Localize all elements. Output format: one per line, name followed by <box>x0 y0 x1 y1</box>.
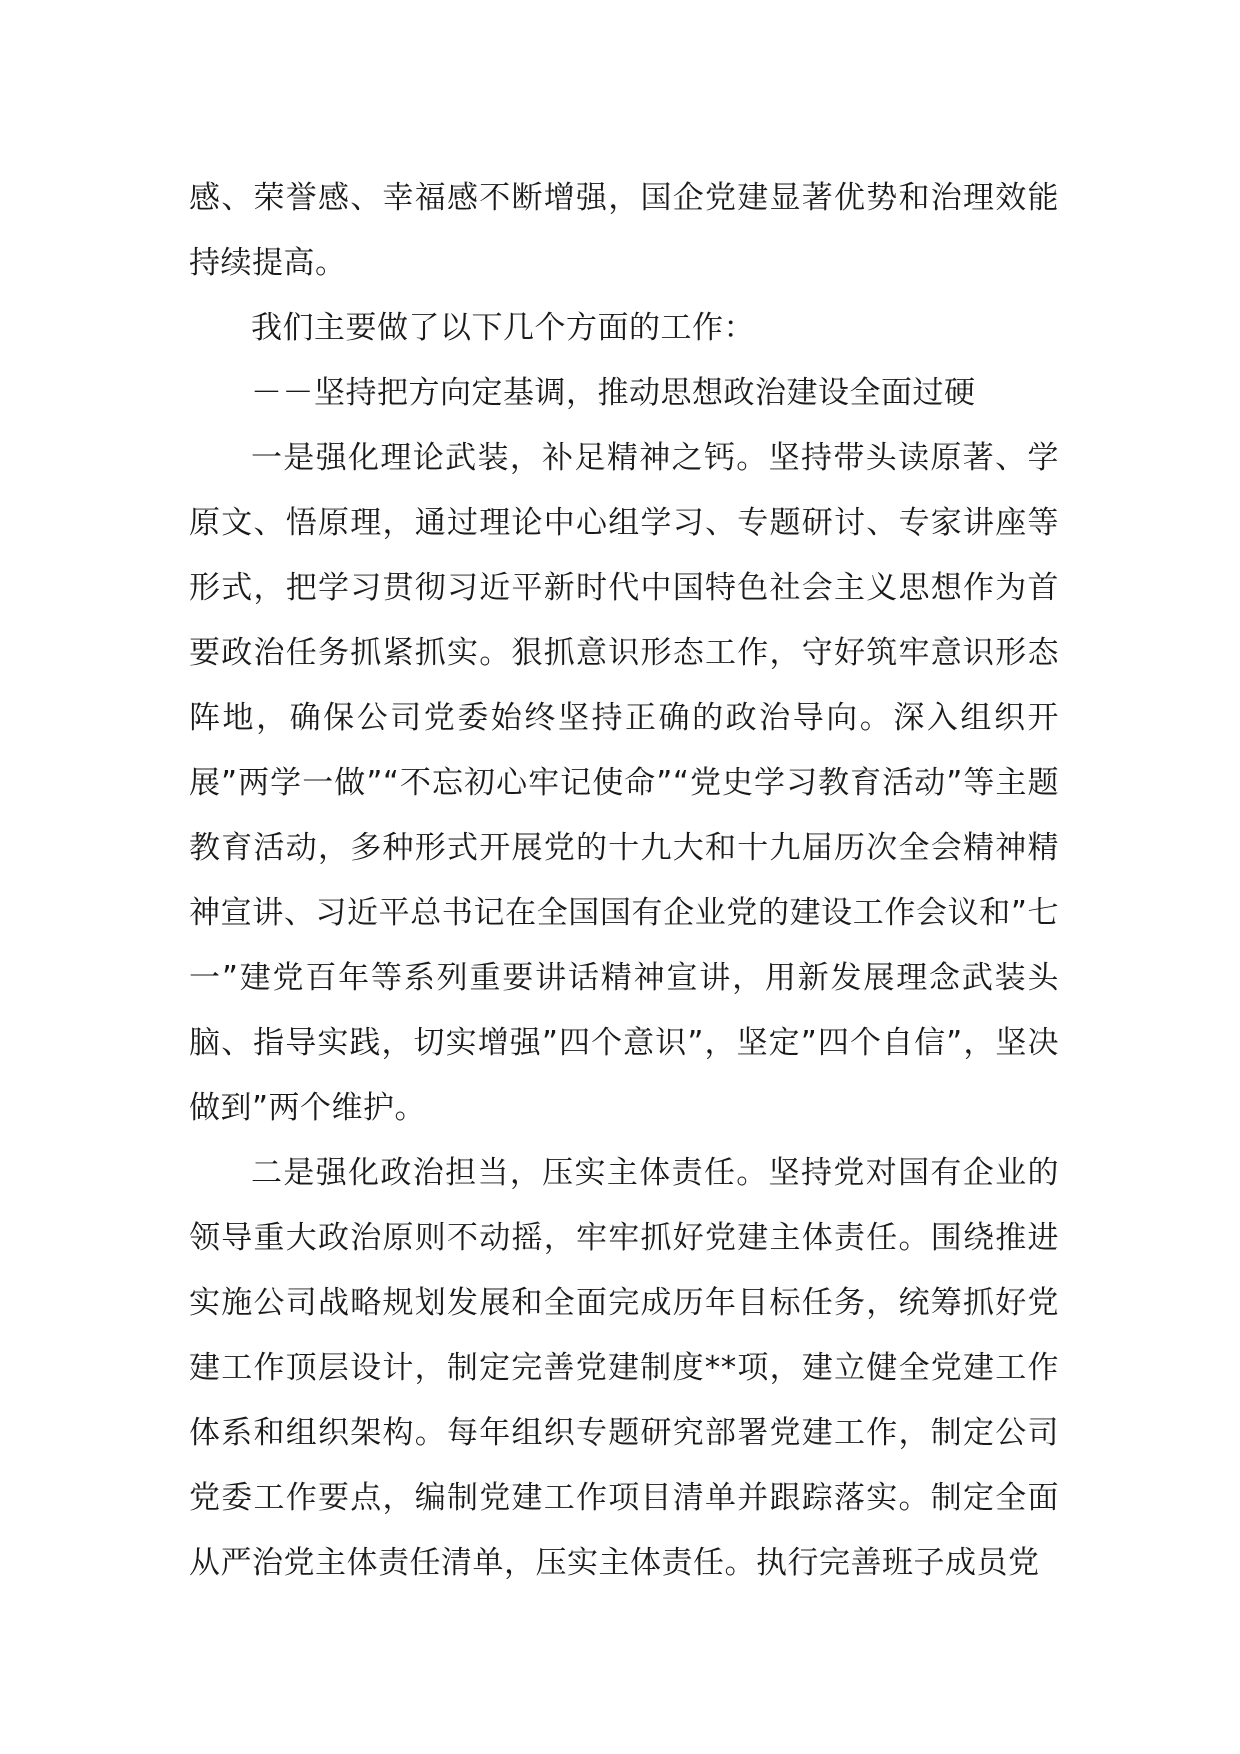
paragraph-item-two: 二是强化政治担当，压实主体责任。坚持党对国有企业的领导重大政治原则不动摇，牢牢抓好党建主体责任。围绕推进实施公司战略规划发展和全面完成历年目标任务，统筹抓好党建工作顶层设计，制定完善党建制度**项，建立健全党建工作体系和组织架构。每年组织专题研究部署党建工作，制定公司党委工作要点，编制党建工作项目清单并跟踪落实。制定全面从严治党主体责任清单，压实主体责任。执行完善班子成员党 <box>189 1155 1059 1581</box>
section-heading: －－坚持把方向定基调，推动思想政治建设全面过硬 <box>251 375 976 411</box>
paragraph-continuation: 感、荣誉感、幸福感不断增强，国企党建显著优势和治理效能持续提高。 <box>189 180 1059 281</box>
document-body <box>189 166 1059 1596</box>
paragraph-item-one: 一是强化理论武装，补足精神之钙。坚持带头读原著、学原文、悟原理，通过理论中心组学习、专题研讨、专家讲座等形式，把学习贯彻习近平新时代中国特色社会主义思想作为首要政治任务抓紧抓实。狠抓意识形态工作，守好筑牢意识形态阵地，确保公司党委始终坚持正确的政治导向。深入组织开展”两学一做”“不忘初心牢记使命”“党史学习教育活动”等主题教育活动，多种形式开展党的十九大和十九届历次全会精神精神宣讲、习近平总书记在全国国有企业党的建设工作会议和”七一”建党百年等系列重要讲话精神宣讲，用新发展理念武装头脑、指导实践，切实增强”四个意识”，坚定”四个自信”，坚决做到”两个维护。 <box>189 440 1059 1126</box>
paragraph-intro: 我们主要做了以下几个方面的工作： <box>251 310 755 346</box>
